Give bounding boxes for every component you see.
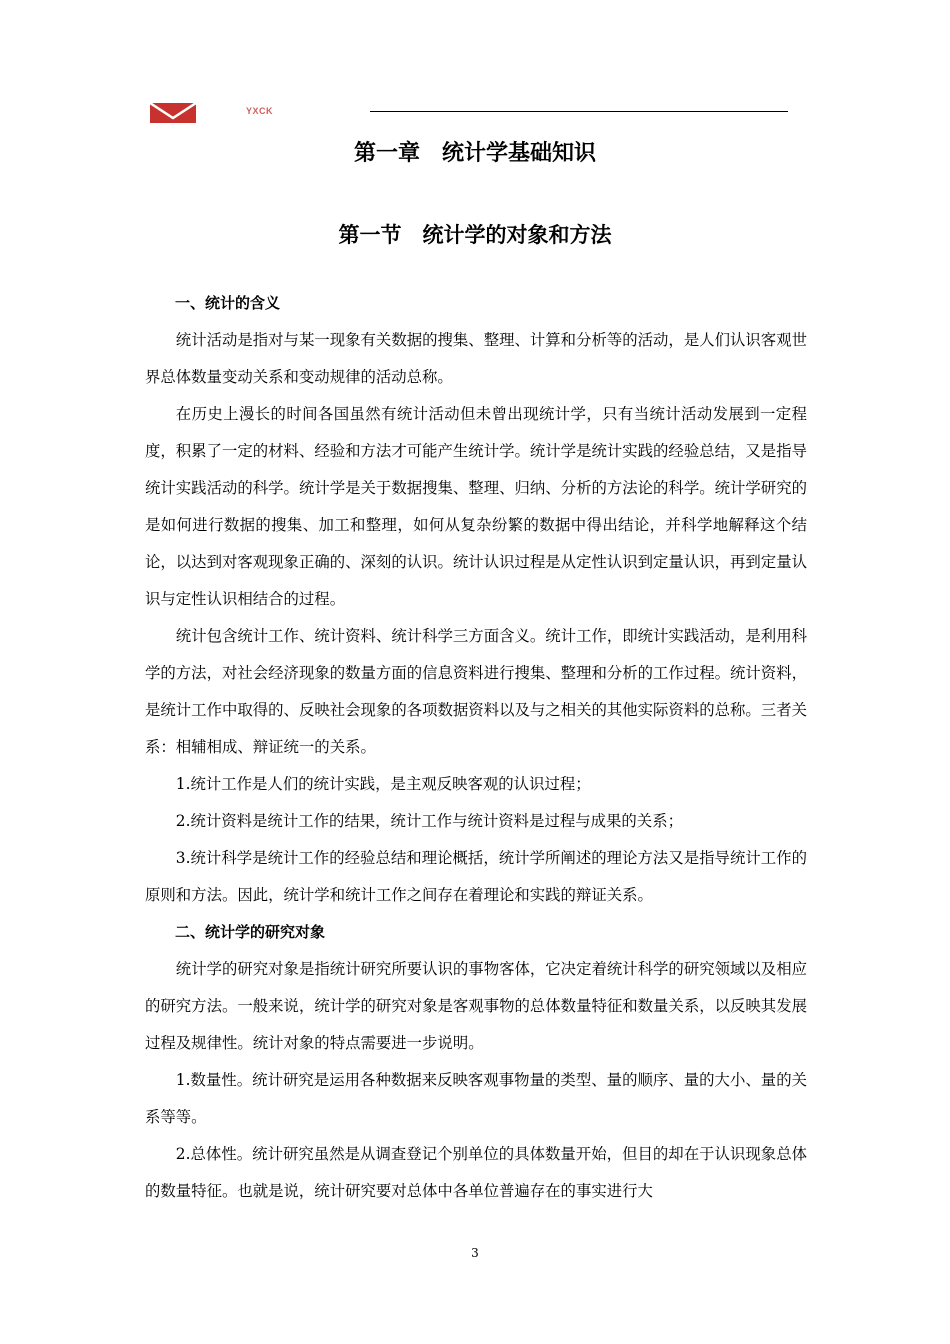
section-title: 第一节 统计学的对象和方法 bbox=[338, 223, 612, 247]
subsection-heading: 二、统计学的研究对象 bbox=[175, 923, 326, 941]
list-item: 2.总体性。统计研究虽然是从调查登记个别单位的具体数量开始，但目的却在于认识现象总体的数量特征。也就是说，统计研究要对总体中各单位普遍存在的事实进行大 bbox=[145, 1145, 807, 1200]
paragraph: 统计包含统计工作、统计资料、统计科学三方面含义。统计工作，即统计实践活动，是利用科学的方法，对社会经济现象的数量方面的信息资料进行搜集、整理和分析的工作过程。统计资料，是统计工作中取得的、反映社会现象的各项数据资料以及与之相关的其他实际资料的总称。三者关系：相辅相成、辩证统一的关系。 bbox=[145, 627, 807, 756]
subsection-heading: 一、统计的含义 bbox=[175, 294, 281, 312]
header-rule bbox=[370, 111, 788, 112]
list-item: 1.数量性。统计研究是运用各种数据来反映客观事物量的类型、量的顺序、量的大小、量的关系等等。 bbox=[145, 1071, 807, 1126]
paragraph: 统计活动是指对与某一现象有关数据的搜集、整理、计算和分析等的活动，是人们认识客观世界总体数量变动关系和变动规律的活动总称。 bbox=[145, 331, 807, 386]
chapter-title: 第一章 统计学基础知识 bbox=[353, 141, 596, 166]
page-number: 3 bbox=[471, 1246, 479, 1260]
paragraph: 统计学的研究对象是指统计研究所要认识的事物客体，它决定着统计科学的研究领域以及相应的研究方法。一般来说，统计学的研究对象是客观事物的总体数量特征和数量关系，以反映其发展过程及规律性。统计对象的特点需要进一步说明。 bbox=[145, 960, 807, 1052]
envelope-logo-icon bbox=[150, 103, 196, 123]
logo-text: YXCK bbox=[246, 106, 274, 116]
logo-mark bbox=[150, 103, 196, 123]
list-item: 1.统计工作是人们的统计实践，是主观反映客观的认识过程； bbox=[175, 775, 591, 793]
paragraph: 在历史上漫长的时间各国虽然有统计活动但未曾出现统计学，只有当统计活动发展到一定程度，积累了一定的材料、经验和方法才可能产生统计学。统计学是统计实践的经验总结，又是指导统计实践活动的科学。统计学是关于数据搜集、整理、归纳、分析的方法论的科学。统计学研究的是如何进行数据的搜集、加工和整理，如何从复杂纷繁的数据中得出结论，并科学地解释这个结论，以达到对客观现象正确的、深刻的认识。统计认识过程是从定性认识到定量认识，再到定量认识与定性认识相结合的过程。 bbox=[145, 405, 807, 608]
list-item: 3.统计科学是统计工作的经验总结和理论概括，统计学所阐述的理论方法又是指导统计工作的原则和方法。因此，统计学和统计工作之间存在着理论和实践的辩证关系。 bbox=[145, 849, 807, 904]
document-body bbox=[145, 285, 807, 1210]
list-item: 2.统计资料是统计工作的结果，统计工作与统计资料是过程与成果的关系； bbox=[175, 812, 683, 830]
